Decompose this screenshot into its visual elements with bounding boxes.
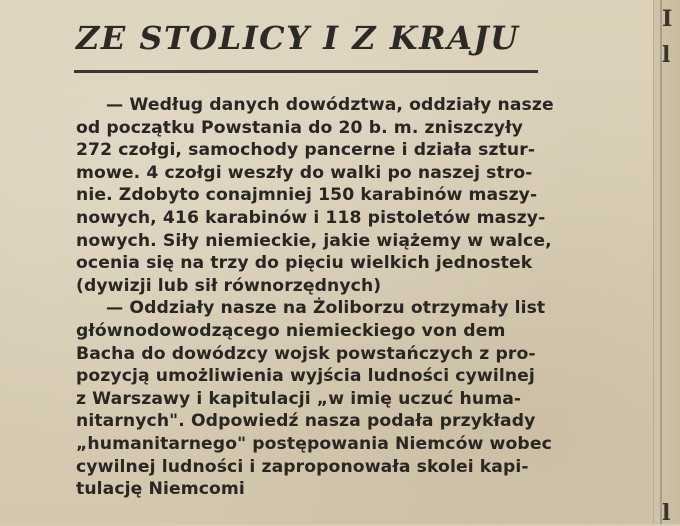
column-divider bbox=[660, 0, 662, 524]
article-line: — Według danych dowództwa, oddziały nasze bbox=[106, 95, 554, 115]
article-line: z Warszawy i kapitulacji „w imię uczuć huma- bbox=[76, 388, 522, 409]
article-line: od początku Powstania do 20 b. m. zniszczyły bbox=[76, 117, 523, 138]
article-line: — Oddziały nasze na Żoliborzu otrzymały list bbox=[106, 298, 546, 319]
heading-underline bbox=[74, 70, 538, 73]
article-line: nie. Zdobyto conajmniej 150 karabinów maszy- bbox=[76, 185, 538, 206]
edge-glyph: l bbox=[662, 42, 671, 68]
article-line: „humanitarnego" postępowania Niemców wobec bbox=[76, 433, 552, 454]
article-line: nowych. Siły niemieckie, jakie wiążemy w walce, bbox=[76, 230, 552, 251]
article-line: (dywizji lub sił równorzędnych) bbox=[76, 275, 382, 296]
article-line: 272 czołgi, samochody pancerne i działa sztur- bbox=[76, 140, 536, 161]
article-body bbox=[76, 94, 648, 501]
article-line: tulację Niemcomi bbox=[76, 479, 245, 500]
edge-glyph: I bbox=[662, 6, 673, 32]
article-line: nitarnych". Odpowiedź nasza podała przykłady bbox=[76, 411, 536, 432]
article-line: cywilnej ludności i zaproponowała skolei kapi- bbox=[76, 456, 529, 477]
section-heading: ZE STOLICY I Z KRAJU bbox=[76, 19, 520, 57]
article-line: pozycją umożliwienia wyjścia ludności cywilnej bbox=[76, 366, 535, 387]
article-line: głównodowodzącego niemieckiego von dem bbox=[76, 320, 506, 341]
article-line: Bacha do dowódzcy wojsk powstańczych z pro- bbox=[76, 343, 536, 364]
article-line: ocenia się na trzy do pięciu wielkich jednostek bbox=[76, 253, 533, 274]
edge-glyph: l bbox=[662, 500, 671, 526]
adjacent-column-edge bbox=[653, 0, 680, 524]
article-line: mowe. 4 czołgi weszły do walki po naszej stro- bbox=[76, 162, 533, 183]
article-line: nowych, 416 karabinów i 118 pistoletów maszy- bbox=[76, 207, 546, 228]
